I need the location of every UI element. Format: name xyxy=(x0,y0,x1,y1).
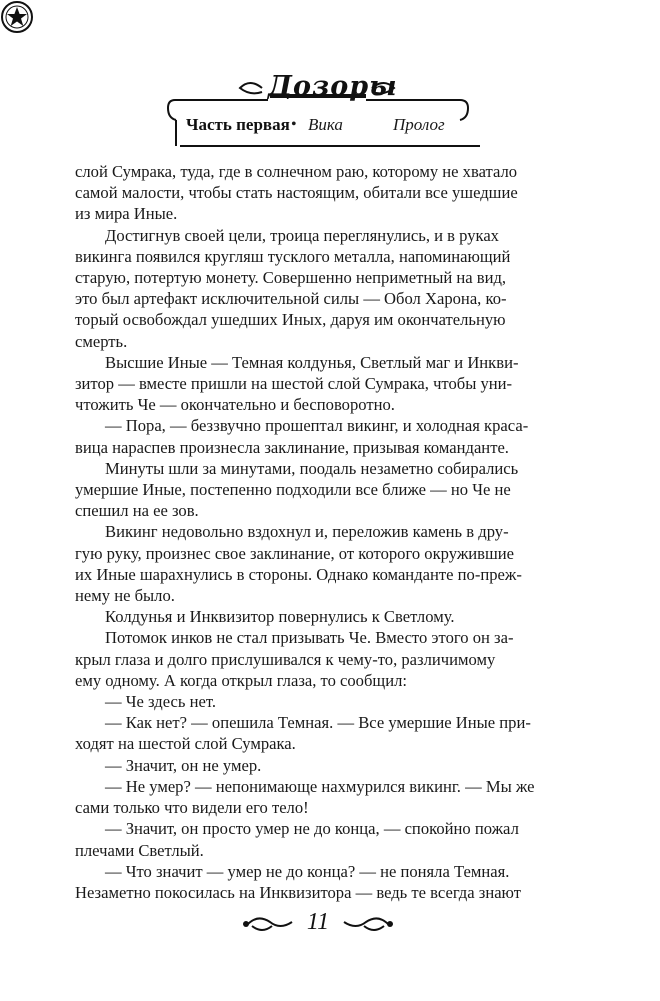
text-line: торый освобождал ушедших Иных, даруя им окончательную xyxy=(75,310,506,330)
text-line: Потомок инков не стал призывать Че. Вместо этого он за- xyxy=(105,628,514,648)
text-line: Высшие Иные — Темная колдунья, Светлый маг и Инкви- xyxy=(105,352,519,372)
text-line: старую, потертую монету. Совершенно неприметный на вид, xyxy=(75,268,507,288)
text-line: плечами Светлый. xyxy=(75,840,204,860)
text-line: из мира Иные. xyxy=(75,204,178,224)
text-line: спешил на ее зов. xyxy=(75,501,199,521)
text-line: Достигнув своей цели, троица переглянулись, и в руках xyxy=(105,225,499,245)
part-label: Часть первая xyxy=(186,115,290,134)
text-line: ему одному. А когда открыл глаза, то сообщил: xyxy=(75,670,407,690)
text-line: Незаметно покосилась на Инквизитора — ведь те всегда знают xyxy=(75,882,521,902)
text-line: их Иные шарахнулись в стороны. Однако команданте по-преж- xyxy=(75,564,522,584)
text-line: — Не умер? — непонимающе нахмурился викинг. — Мы же xyxy=(105,776,535,796)
page-number: 11 xyxy=(306,909,330,935)
text-line: чтожить Че — окончательно и бесповоротно. xyxy=(75,395,395,415)
text-line: Минуты шли за минутами, поодаль незаметно собирались xyxy=(105,458,519,478)
text-line: — Че здесь нет. xyxy=(105,692,216,712)
running-header xyxy=(0,0,660,160)
character-label: Вика xyxy=(308,115,343,134)
text-line: викинга появился кругляш тусклого металла, напоминающий xyxy=(75,246,511,266)
header-bullet: • xyxy=(291,116,297,133)
text-line: слой Сумрака, туда, где в солнечном раю, которому не хватало xyxy=(75,162,518,181)
text-line: сами только что видели его тело! xyxy=(75,798,309,818)
text-line: — Значит, он не умер. xyxy=(105,755,262,775)
watch-emblem-icon xyxy=(0,0,34,34)
text-line: самой малости, чтобы стать настоящим, обитали все ушедшие xyxy=(75,183,518,203)
text-line: это был артефакт исключительной силы — Обол Харона, ко- xyxy=(75,289,507,309)
text-line: — Значит, он просто умер не до конца, — спокойно пожал xyxy=(105,819,519,839)
body-text xyxy=(75,161,545,903)
text-line: вица нараспев произнесла заклинание, призывая команданте. xyxy=(75,437,509,457)
text-line: умершие Иные, постепенно подходили все ближе — но Че не xyxy=(75,480,511,500)
text-line: зитор — вместе пришли на шестой слой Сумрака, чтобы уни- xyxy=(75,374,513,394)
text-line: Колдунья и Инквизитор повернулись к Светлому. xyxy=(105,607,455,627)
text-line: Викинг недовольно вздохнул и, переложив камень в дру- xyxy=(105,522,509,542)
text-line: — Пора, — беззвучно прошептал викинг, и холодная краса- xyxy=(105,416,529,436)
text-line: смерть. xyxy=(75,331,128,351)
text-line: ходят на шестой слой Сумрака. xyxy=(75,734,296,754)
section-label: Пролог xyxy=(393,115,445,134)
text-line: крыл глаза и долго прислушивался к чему-то, различимому xyxy=(75,649,496,669)
text-line: гую руку, произнес свое заклинание, от которого окружившие xyxy=(75,543,515,563)
text-line: — Как нет? — опешила Темная. — Все умершие Иные при- xyxy=(105,713,531,733)
series-logo: Дозоры xyxy=(268,71,398,102)
text-line: нему не было. xyxy=(75,586,175,606)
text-line: — Что значит — умер не до конца? — не поняла Темная. xyxy=(105,861,510,881)
